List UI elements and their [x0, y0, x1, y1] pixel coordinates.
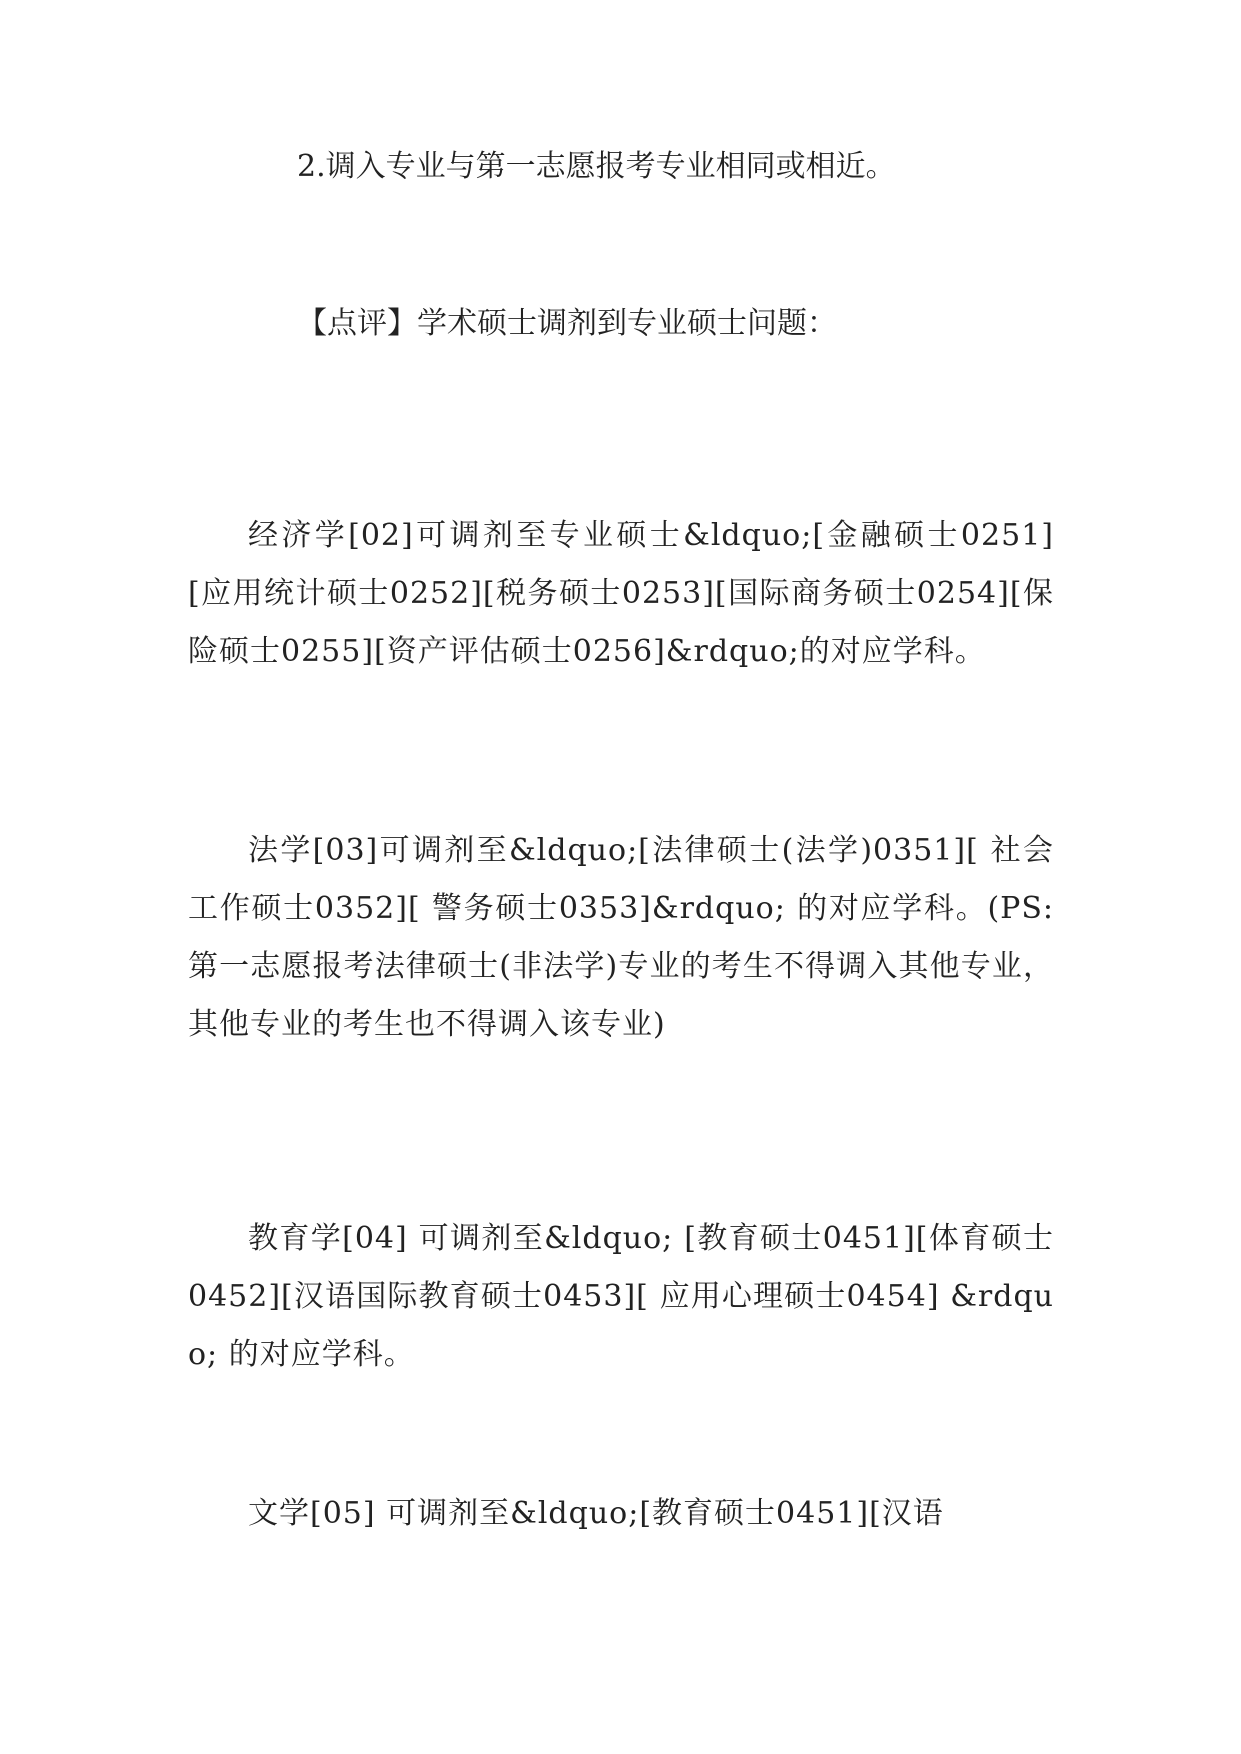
- paragraph-education: 教育学[04] 可调剂至&ldquo; [教育硕士0451][体育硕士0452][汉语国际教育硕士0453][ 应用心理硕士0454] &rdquo; 的对应学科。: [188, 1221, 1054, 1372]
- paragraph-economics: 经济学[02]可调剂至专业硕士&ldquo;[金融硕士0251][应用统计硕士0252][税务硕士0253][国际商务硕士0254][保险硕士0255][资产评估硕士0256]&rdquo;的对应学科。: [188, 518, 1054, 669]
- paragraph-law: 法学[03]可调剂至&ldquo;[法律硕士(法学)0351][ 社会工作硕士0352][ 警务硕士0353]&rdquo; 的对应学科。(PS: 第一志愿报考法律硕士(非法学)专业的考生不得调入其他专业，其他专业的考生也不得调入该专业): [188, 833, 1054, 1042]
- paragraph-literature: 文学[05] 可调剂至&ldquo;[教育硕士0451][汉语: [248, 1496, 944, 1531]
- condition-line: 2.调入专业与第一志愿报考专业相同或相近。: [297, 149, 896, 184]
- comment-heading: 【点评】学术硕士调剂到专业硕士问题：: [297, 306, 837, 341]
